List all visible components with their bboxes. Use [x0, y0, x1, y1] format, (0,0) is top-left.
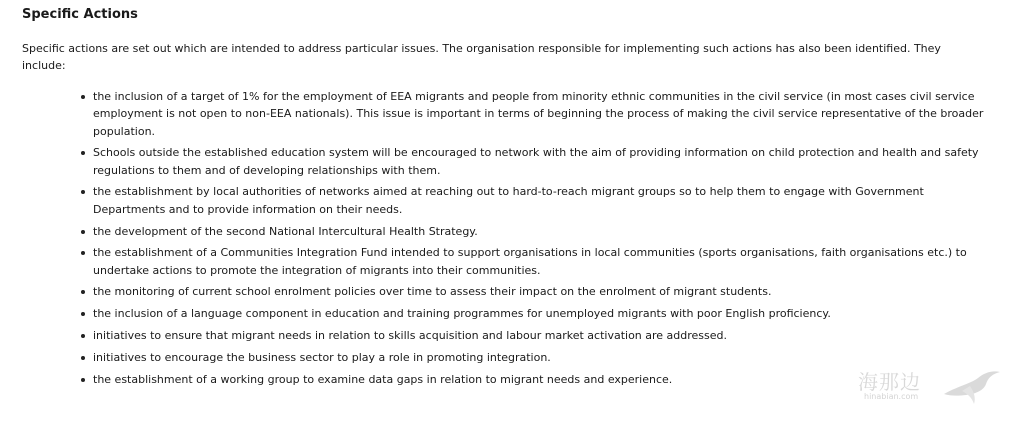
list-item: the monitoring of current school enrolment policies over time to assess their impact on the enrolment of migrant students.	[93, 283, 993, 300]
list-item: the establishment of a Communities Integration Fund intended to support organisations in local communities (sports organisations, faith organisations etc.) to undertake actions to promote the integration of migrants into their communities.	[93, 244, 993, 279]
list-item: the inclusion of a target of 1% for the employment of EEA migrants and people from minority ethnic communities in the civil service (in most cases civil service employment is not open to non-EEA nationals). This issue is important in terms of beginning the process of making the civil service representative of the broader population.	[93, 88, 993, 140]
watermark-latin-text: hinabian.com	[864, 392, 919, 401]
list-item: the establishment by local authorities of networks aimed at reaching out to hard-to-reach migrant groups so to help them to engage with Government Departments and to provide information on their needs.	[93, 183, 993, 218]
watermark-chinese-text: 海那边	[858, 370, 921, 394]
list-item: Schools outside the established education system will be encouraged to network with the aim of providing information on child protection and health and safety regulations to them and of developing relationships with them.	[93, 144, 993, 179]
list-item: the establishment of a working group to examine data gaps in relation to migrant needs and experience.	[93, 371, 993, 388]
bird-logo-icon	[940, 364, 1004, 408]
list-item: initiatives to encourage the business sector to play a role in promoting integration.	[93, 349, 993, 366]
intro-paragraph: Specific actions are set out which are intended to address particular issues. The organisation responsible for implementing such actions has also been identified. They include:	[22, 42, 941, 72]
actions-list	[22, 88, 993, 388]
list-item: the inclusion of a language component in education and training programmes for unemployed migrants with poor English proficiency.	[93, 305, 993, 322]
section-heading: Specific Actions	[22, 7, 138, 22]
watermark	[844, 364, 1004, 408]
list-item: the development of the second National Intercultural Health Strategy.	[93, 223, 993, 240]
list-item: initiatives to ensure that migrant needs in relation to skills acquisition and labour market activation are addressed.	[93, 327, 993, 344]
